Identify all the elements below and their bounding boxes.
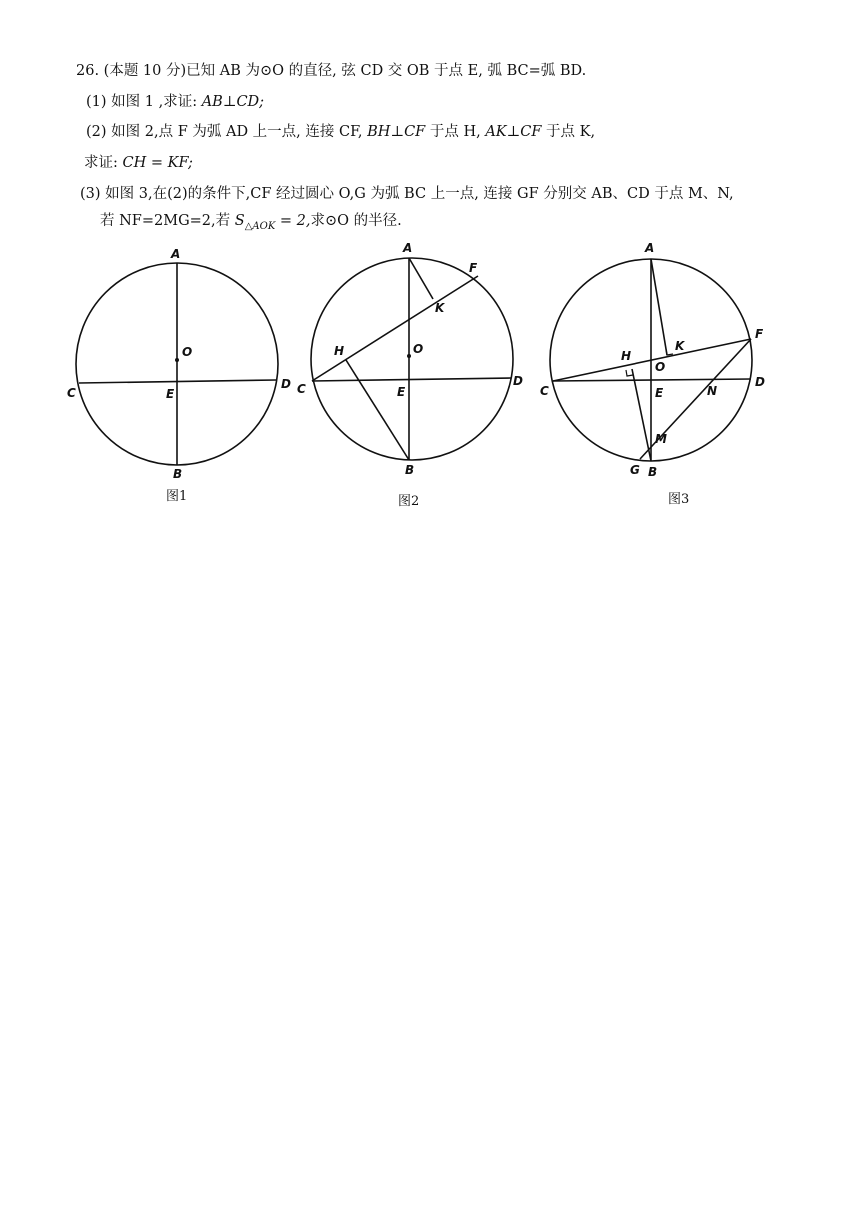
fig2-label-f: F: [469, 261, 478, 275]
fig3-right-angle-k: [666, 349, 673, 355]
fig3-chord-cd: [553, 379, 751, 381]
fig2-label-d: D: [513, 374, 523, 388]
fig1-label-a: A: [171, 247, 181, 261]
fig3-label-k: K: [675, 339, 685, 353]
fig3-label-g: G: [630, 463, 640, 477]
fig2-label-o: O: [413, 342, 424, 356]
part2-mid: 于点 H,: [425, 124, 486, 140]
fig2-label-b: B: [405, 463, 415, 477]
part3-ask: 求⊙O 的半径.: [310, 213, 402, 229]
fig1-label-o: O: [182, 345, 193, 359]
fig1-label-e: E: [166, 387, 175, 401]
fig1-label-c: C: [67, 386, 76, 400]
fig2-caption: 图2: [398, 494, 420, 509]
fig2-segment-bh: [346, 360, 409, 460]
fig3-diameter-cf: [553, 339, 751, 381]
fig3-label-d: D: [755, 375, 765, 389]
fig2-segment-ak: [409, 258, 433, 299]
part1-math: AB⊥CD;: [201, 94, 265, 110]
fig2-circle: [311, 258, 513, 460]
part3-given: 若 NF=2MG=2,若: [100, 213, 235, 229]
part2-prove-math: CH = KF;: [122, 155, 193, 171]
area-subscript: △AOK: [244, 221, 276, 232]
part2-prove-text: 求证:: [84, 155, 123, 171]
fig1-label-d: D: [281, 377, 291, 391]
fig3-label-c: C: [540, 384, 549, 398]
fig2-label-h: H: [334, 344, 345, 358]
fig3-segment-ak: [651, 259, 667, 355]
part2-text: (2) 如图 2,点 F 为弧 AD 上一点, 连接 CF,: [86, 124, 368, 140]
problem-line-5: (3) 如图 3,在(2)的条件下,CF 经过圆心 O,G 为弧 BC 上一点, 连接 GF 分别交 AB、CD 于点 M、N,: [80, 186, 734, 202]
area-equation: = 2,: [275, 213, 311, 229]
part2-math-ak: AK⊥CF: [485, 124, 542, 140]
fig1-center-dot: [175, 358, 179, 362]
part2-suffix: 于点 K,: [541, 124, 596, 140]
fig3-label-a: A: [645, 241, 655, 255]
fig2-center-dot: [407, 354, 411, 358]
problem-line-1: 26. (本题 10 分)已知 AB 为⊙O 的直径, 弦 CD 交 OB 于点 E, 弧 BC=弧 BD.: [76, 63, 587, 79]
part2-math-bh: BH⊥CF: [367, 124, 426, 140]
fig2-chord-cd: [312, 378, 511, 381]
fig3-label-m: M: [655, 432, 667, 446]
fig3-label-b: B: [648, 465, 658, 479]
fig3-label-e: E: [655, 386, 664, 400]
part1-text: (1) 如图 1 ,求证:: [86, 94, 202, 110]
fig3-segment-bh: [632, 369, 651, 461]
fig3-label-f: F: [755, 327, 764, 341]
fig3-label-n: N: [707, 384, 718, 398]
fig2-label-c: C: [297, 382, 306, 396]
fig2-label-e: E: [397, 385, 406, 399]
fig3-caption: 图3: [668, 492, 690, 507]
figures-canvas: [0, 0, 860, 520]
fig2-label-k: K: [435, 301, 445, 315]
area-symbol: S: [234, 213, 245, 229]
fig2-label-a: A: [403, 241, 413, 255]
fig1-caption: 图1: [166, 489, 188, 504]
fig3-label-o: O: [655, 360, 666, 374]
fig1-label-b: B: [173, 467, 183, 481]
fig3-label-h: H: [621, 349, 632, 363]
